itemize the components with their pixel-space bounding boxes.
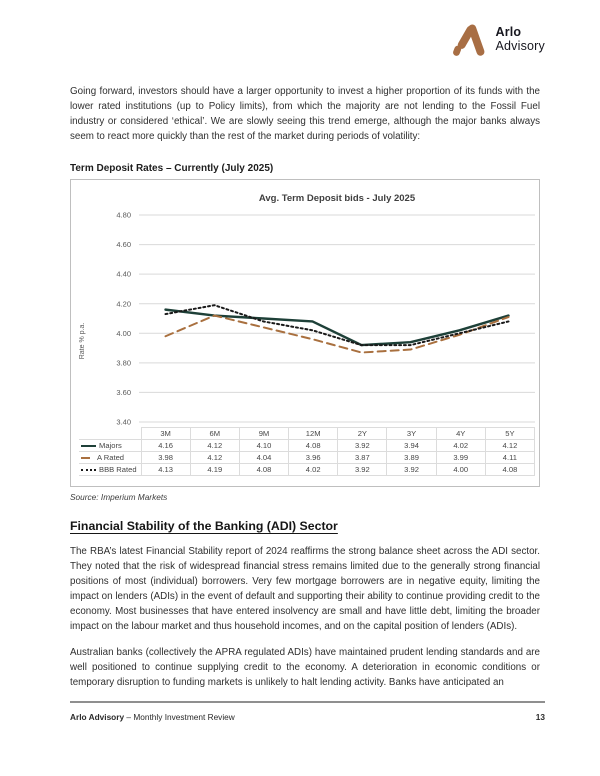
- y-tick-label: 3.40: [116, 417, 131, 425]
- chart-source: Source: Imperium Markets: [70, 492, 168, 502]
- logo-brand-name: Arlo: [495, 24, 522, 39]
- term-deposit-chart: [70, 179, 540, 487]
- table-cell: 3.99: [436, 452, 485, 464]
- series-line-majors: [166, 310, 509, 345]
- table-cell: 4.10: [239, 440, 288, 452]
- y-axis-label: Rate % p.a.: [79, 322, 86, 360]
- footer-brand: Arlo Advisory: [70, 712, 125, 722]
- table-header-cell: 3Y: [387, 428, 436, 440]
- table-cell: 4.11: [485, 452, 534, 464]
- chart-caption: Term Deposit Rates – Currently (July 2025): [70, 163, 274, 174]
- table-cell: 4.02: [289, 464, 338, 476]
- legend-label: BBB Rated: [99, 465, 137, 474]
- table-cell: 3.87: [338, 452, 387, 464]
- chart-title: Avg. Term Deposit bids - July 2025: [258, 193, 416, 204]
- footer-title: [70, 712, 235, 722]
- legend-label: Majors: [99, 441, 122, 450]
- table-header-cell: 5Y: [485, 428, 534, 440]
- y-tick-label: 3.80: [116, 358, 131, 368]
- legend-item: [79, 440, 141, 452]
- table-cell: 4.19: [190, 464, 239, 476]
- legend-swatch-solid: [81, 445, 96, 447]
- legend-swatch-dotted: [81, 469, 96, 471]
- table-cell: 3.98: [141, 452, 190, 464]
- intro-paragraph: Going forward, investors should have a larger opportunity to invest a higher proportion of its funds with the lower rated institutions (up to Policy limits), from which the majority are not lending to the Fossil Fuel industry or considered ‘ethical’. We are slowly seeing this trend emerge, although the major banks always seem to react more quickly than the rest of the market during periods of volatility:: [70, 86, 540, 142]
- table-cell: 4.12: [485, 440, 534, 452]
- page-footer: [70, 701, 545, 722]
- series-line-bbb-rated: [166, 305, 509, 345]
- table-header-cell: 4Y: [436, 428, 485, 440]
- table-cell: 3.92: [387, 464, 436, 476]
- arlo-a-logo-icon: [453, 20, 486, 57]
- section-paragraph-1: The RBA’s latest Financial Stability report of 2024 reaffirms the strong balance sheet across the ADI sector. They noted that the risk of widespread financial stress remains limited due to the generally strong financial positions of most (individual) borrowers. Very few mortgage borrowers are in negative equity, limiting the impact on lenders (ADIs) in the event of default and supporting their ability to continue providing credit to the economy. Most businesses that have entered insolvency are small and have little debt, limiting the broader impact on the labour market and thus household incomes, and on the capital position of lenders (ADIs).: [70, 546, 540, 632]
- table-cell: 3.92: [338, 440, 387, 452]
- table-header-cell: 12M: [289, 428, 338, 440]
- y-tick-label: 4.40: [116, 269, 131, 279]
- table-cell: 4.08: [485, 464, 534, 476]
- table-cell: 4.08: [239, 464, 288, 476]
- page-number: 13: [535, 712, 545, 722]
- table-row: [79, 464, 535, 476]
- table-cell: 3.92: [338, 464, 387, 476]
- table-cell: 4.13: [141, 464, 190, 476]
- y-tick-label: 4.80: [116, 210, 131, 220]
- page-content: [70, 84, 540, 690]
- table-cell: 4.08: [289, 440, 338, 452]
- table-cell: 3.94: [387, 440, 436, 452]
- table-header-cell: 3M: [141, 428, 190, 440]
- footer-suffix: – Monthly Investment Review: [124, 712, 235, 722]
- table-cell: 4.04: [239, 452, 288, 464]
- table-cell: 3.89: [387, 452, 436, 464]
- table-cell: 4.12: [190, 440, 239, 452]
- chart-data-table: [79, 427, 535, 476]
- table-row: [79, 440, 535, 452]
- legend-item: [79, 464, 141, 476]
- legend-label: A Rated: [97, 453, 125, 462]
- table-cell: 4.00: [436, 464, 485, 476]
- table-row: [79, 452, 535, 464]
- table-header-cell: 2Y: [338, 428, 387, 440]
- arlo-advisory-logo: [453, 20, 545, 57]
- table-corner-cell: [79, 428, 141, 440]
- section-paragraph-2: Australian banks (collectively the APRA regulated ADIs) have maintained prudent lending standards and are well positioned to continue supplying credit to the economy. A deterioration in economic conditions or temporary disruption to funding markets is unlikely to halt lending activity. Banks have anticipated an: [70, 647, 540, 688]
- table-cell: 3.96: [289, 452, 338, 464]
- table-cell: 4.12: [190, 452, 239, 464]
- y-tick-label: 4.20: [116, 299, 131, 309]
- y-tick-label: 4.00: [116, 328, 131, 338]
- logo-wordmark: [495, 25, 545, 53]
- legend-item: [79, 452, 141, 464]
- table-cell: 4.02: [436, 440, 485, 452]
- logo-brand-suffix: Advisory: [495, 38, 545, 53]
- y-tick-label: 3.60: [116, 388, 131, 398]
- legend-swatch-dashed: [81, 457, 90, 459]
- section-heading: Financial Stability of the Banking (ADI) Sector: [70, 519, 338, 533]
- table-header-cell: 6M: [190, 428, 239, 440]
- table-header-cell: 9M: [239, 428, 288, 440]
- table-cell: 4.16: [141, 440, 190, 452]
- term-deposit-chart-plot: [71, 180, 537, 425]
- y-tick-label: 4.60: [116, 240, 131, 250]
